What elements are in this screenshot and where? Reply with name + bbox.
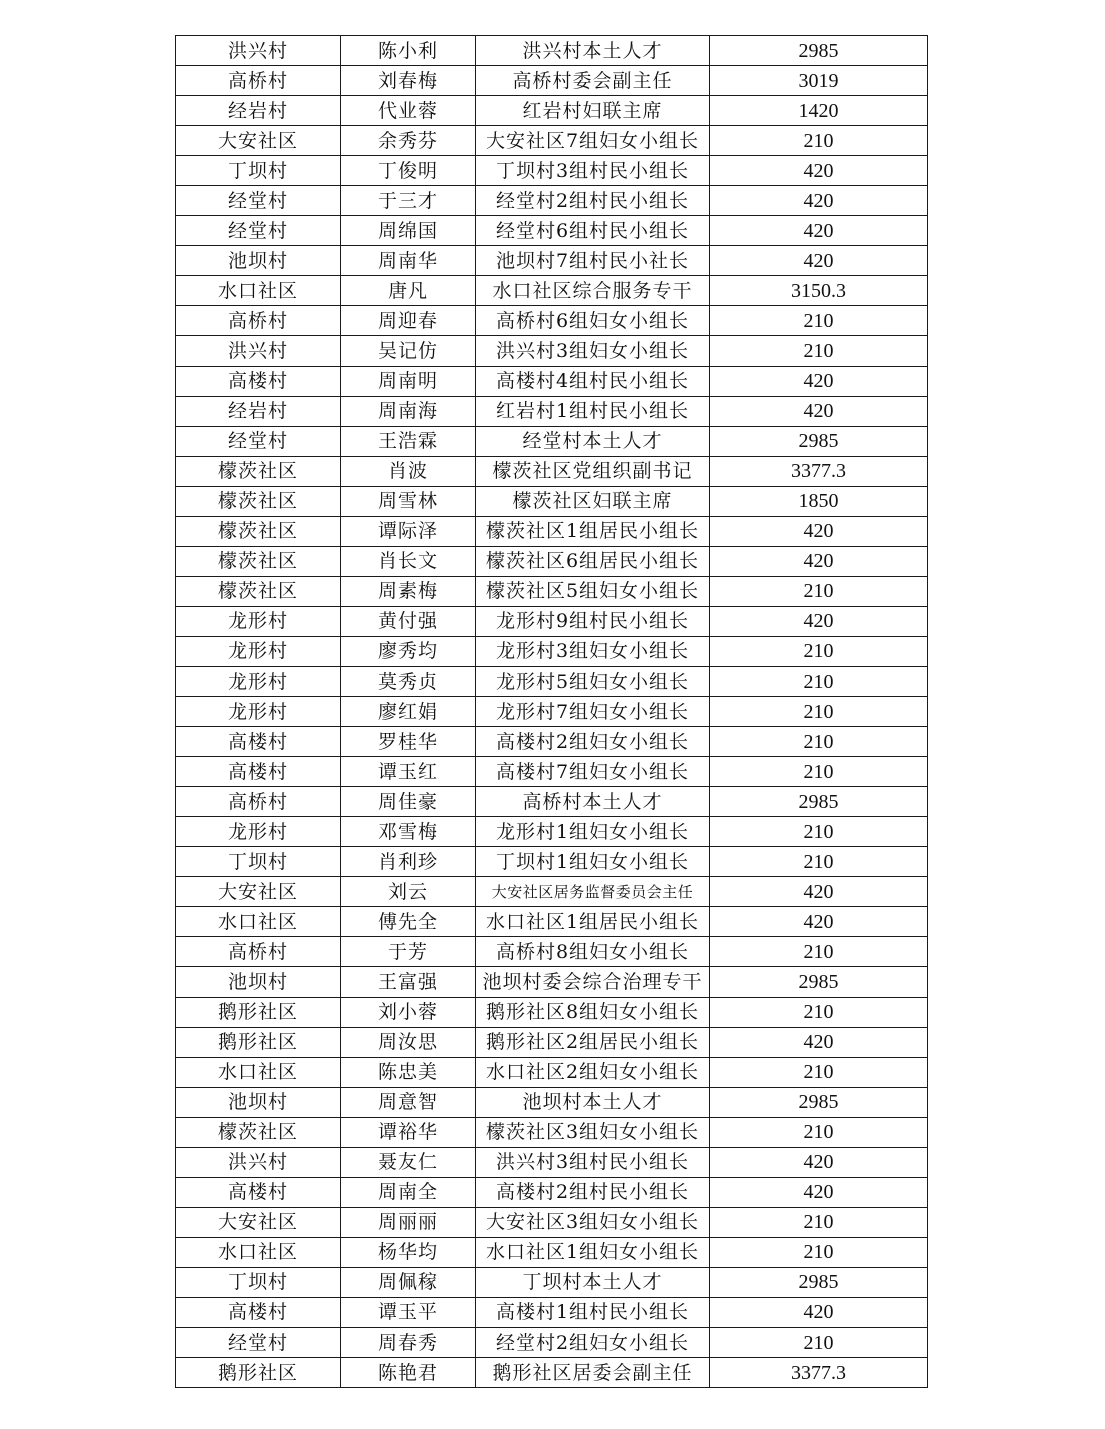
person-name-cell: 王富强 [341,967,476,997]
amount-cell: 210 [710,1328,928,1358]
role-cell: 高桥村委会副主任 [476,66,710,96]
table-row [176,967,928,997]
unit-cell: 檬茨社区 [176,1117,341,1147]
role-cell: 高桥村8组妇女小组长 [476,937,710,967]
unit-cell: 洪兴村 [176,36,341,66]
amount-cell: 420 [710,1147,928,1177]
person-name-cell: 邓雪梅 [341,817,476,847]
table-row [176,1267,928,1297]
role-cell: 经堂村本土人才 [476,426,710,456]
amount-cell: 2985 [710,787,928,817]
person-name-cell: 余秀芬 [341,126,476,156]
person-name-cell: 谭际泽 [341,516,476,546]
role-cell: 洪兴村3组妇女小组长 [476,336,710,366]
amount-cell: 2985 [710,1087,928,1117]
amount-cell: 420 [710,396,928,426]
role-cell: 檬茨社区妇联主席 [476,486,710,516]
unit-cell: 高桥村 [176,787,341,817]
amount-cell: 210 [710,1237,928,1267]
role-cell: 经堂村2组村民小组长 [476,186,710,216]
person-name-cell: 谭裕华 [341,1117,476,1147]
amount-cell: 420 [710,877,928,907]
role-cell: 檬茨社区5组妇女小组长 [476,576,710,606]
unit-cell: 水口社区 [176,276,341,306]
table-row [176,1297,928,1327]
role-cell: 檬茨社区党组织副书记 [476,456,710,486]
role-cell: 水口社区综合服务专干 [476,276,710,306]
person-name-cell: 周丽丽 [341,1207,476,1237]
amount-cell: 420 [710,186,928,216]
amount-cell: 2985 [710,426,928,456]
person-name-cell: 唐凡 [341,276,476,306]
table-row [176,606,928,636]
person-name-cell: 刘小蓉 [341,997,476,1027]
role-cell: 水口社区1组居民小组长 [476,907,710,937]
person-name-cell: 陈艳君 [341,1358,476,1388]
roster-table-body [176,36,928,1388]
role-cell: 丁坝村3组村民小组长 [476,156,710,186]
unit-cell: 池坝村 [176,246,341,276]
person-name-cell: 肖长文 [341,546,476,576]
unit-cell: 水口社区 [176,907,341,937]
unit-cell: 大安社区 [176,1207,341,1237]
person-name-cell: 肖利珍 [341,847,476,877]
role-cell: 檬茨社区1组居民小组长 [476,516,710,546]
person-name-cell: 谭玉红 [341,757,476,787]
table-row [176,757,928,787]
role-cell: 池坝村委会综合治理专干 [476,967,710,997]
table-row [176,366,928,396]
role-cell: 经堂村2组妇女小组长 [476,1328,710,1358]
table-row [176,1328,928,1358]
table-row [176,1177,928,1207]
role-cell: 红岩村1组村民小组长 [476,396,710,426]
table-row [176,396,928,426]
unit-cell: 丁坝村 [176,1267,341,1297]
table-row [176,1117,928,1147]
table-row [176,937,928,967]
unit-cell: 丁坝村 [176,847,341,877]
table-row [176,186,928,216]
amount-cell: 3019 [710,66,928,96]
person-name-cell: 廖红娟 [341,697,476,727]
role-cell: 丁坝村本土人才 [476,1267,710,1297]
table-row [176,1057,928,1087]
amount-cell: 420 [710,216,928,246]
role-cell: 龙形村1组妇女小组长 [476,817,710,847]
table-row [176,847,928,877]
role-cell: 鹅形社区8组妇女小组长 [476,997,710,1027]
amount-cell: 210 [710,757,928,787]
person-name-cell: 谭玉平 [341,1297,476,1327]
amount-cell: 210 [710,1117,928,1147]
person-name-cell: 周南海 [341,396,476,426]
unit-cell: 池坝村 [176,967,341,997]
person-name-cell: 吴记仿 [341,336,476,366]
person-name-cell: 陈小利 [341,36,476,66]
amount-cell: 420 [710,246,928,276]
unit-cell: 经堂村 [176,216,341,246]
amount-cell: 2985 [710,36,928,66]
amount-cell: 1850 [710,486,928,516]
table-row [176,306,928,336]
role-cell: 龙形村5组妇女小组长 [476,666,710,696]
amount-cell: 420 [710,546,928,576]
unit-cell: 大安社区 [176,877,341,907]
person-name-cell: 周南明 [341,366,476,396]
unit-cell: 经岩村 [176,96,341,126]
unit-cell: 水口社区 [176,1057,341,1087]
role-cell: 洪兴村本土人才 [476,36,710,66]
unit-cell: 鹅形社区 [176,1358,341,1388]
amount-cell: 210 [710,997,928,1027]
table-row [176,546,928,576]
table-row [176,1237,928,1267]
role-cell: 高桥村6组妇女小组长 [476,306,710,336]
amount-cell: 210 [710,937,928,967]
amount-cell: 210 [710,666,928,696]
role-cell: 高楼村7组妇女小组长 [476,757,710,787]
amount-cell: 420 [710,907,928,937]
person-name-cell: 莫秀贞 [341,666,476,696]
table-row [176,907,928,937]
role-cell: 龙形村3组妇女小组长 [476,636,710,666]
role-cell: 池坝村本土人才 [476,1087,710,1117]
unit-cell: 檬茨社区 [176,516,341,546]
person-name-cell: 于芳 [341,937,476,967]
person-name-cell: 周佩稼 [341,1267,476,1297]
table-row [176,456,928,486]
unit-cell: 高楼村 [176,727,341,757]
table-row [176,1147,928,1177]
role-cell: 龙形村9组村民小组长 [476,606,710,636]
table-row [176,96,928,126]
amount-cell: 3150.3 [710,276,928,306]
unit-cell: 高楼村 [176,1297,341,1327]
table-row [176,787,928,817]
person-name-cell: 代业蓉 [341,96,476,126]
table-row [176,697,928,727]
role-cell: 檬茨社区3组妇女小组长 [476,1117,710,1147]
unit-cell: 高桥村 [176,66,341,96]
role-cell: 红岩村妇联主席 [476,96,710,126]
amount-cell: 210 [710,576,928,606]
table-row [176,156,928,186]
amount-cell: 210 [710,1057,928,1087]
role-cell: 水口社区1组妇女小组长 [476,1237,710,1267]
role-cell: 高楼村4组村民小组长 [476,366,710,396]
table-row [176,576,928,606]
amount-cell: 210 [710,126,928,156]
person-name-cell: 于三才 [341,186,476,216]
unit-cell: 洪兴村 [176,1147,341,1177]
unit-cell: 龙形村 [176,666,341,696]
amount-cell: 1420 [710,96,928,126]
person-name-cell: 周佳豪 [341,787,476,817]
roster-table [175,35,928,1388]
unit-cell: 檬茨社区 [176,486,341,516]
amount-cell: 420 [710,366,928,396]
table-row [176,1087,928,1117]
unit-cell: 檬茨社区 [176,456,341,486]
amount-cell: 210 [710,817,928,847]
table-row [176,1207,928,1237]
unit-cell: 龙形村 [176,636,341,666]
role-cell: 檬茨社区6组居民小组长 [476,546,710,576]
table-row [176,216,928,246]
person-name-cell: 周意智 [341,1087,476,1117]
amount-cell: 3377.3 [710,1358,928,1388]
role-cell: 经堂村6组村民小组长 [476,216,710,246]
unit-cell: 高楼村 [176,757,341,787]
person-name-cell: 周南全 [341,1177,476,1207]
unit-cell: 经堂村 [176,186,341,216]
person-name-cell: 周汝思 [341,1027,476,1057]
table-row [176,997,928,1027]
person-name-cell: 罗桂华 [341,727,476,757]
person-name-cell: 王浩霖 [341,426,476,456]
unit-cell: 鹅形社区 [176,1027,341,1057]
table-row [176,817,928,847]
person-name-cell: 刘云 [341,877,476,907]
person-name-cell: 杨华均 [341,1237,476,1267]
table-row [176,126,928,156]
role-cell: 池坝村7组村民小社长 [476,246,710,276]
table-row [176,246,928,276]
role-cell: 大安社区7组妇女小组长 [476,126,710,156]
role-cell: 高桥村本土人才 [476,787,710,817]
role-cell: 龙形村7组妇女小组长 [476,697,710,727]
role-cell: 丁坝村1组妇女小组长 [476,847,710,877]
table-row [176,1027,928,1057]
role-cell: 大安社区居务监督委员会主任 [476,877,710,907]
amount-cell: 2985 [710,967,928,997]
role-cell: 高楼村1组村民小组长 [476,1297,710,1327]
unit-cell: 檬茨社区 [176,576,341,606]
table-row [176,486,928,516]
amount-cell: 210 [710,636,928,666]
person-name-cell: 周雪林 [341,486,476,516]
person-name-cell: 周绵国 [341,216,476,246]
unit-cell: 鹅形社区 [176,997,341,1027]
unit-cell: 洪兴村 [176,336,341,366]
table-row [176,636,928,666]
unit-cell: 檬茨社区 [176,546,341,576]
table-row [176,276,928,306]
unit-cell: 高楼村 [176,366,341,396]
table-row [176,666,928,696]
table-row [176,877,928,907]
table-row [176,336,928,366]
unit-cell: 高楼村 [176,1177,341,1207]
amount-cell: 420 [710,1297,928,1327]
role-cell: 水口社区2组妇女小组长 [476,1057,710,1087]
person-name-cell: 陈忠美 [341,1057,476,1087]
table-row [176,1358,928,1388]
person-name-cell: 周春秀 [341,1328,476,1358]
person-name-cell: 聂友仁 [341,1147,476,1177]
person-name-cell: 傅先全 [341,907,476,937]
unit-cell: 龙形村 [176,817,341,847]
person-name-cell: 周迎春 [341,306,476,336]
table-row [176,727,928,757]
role-cell: 鹅形社区居委会副主任 [476,1358,710,1388]
table-row [176,66,928,96]
amount-cell: 210 [710,697,928,727]
amount-cell: 210 [710,847,928,877]
role-cell: 洪兴村3组村民小组长 [476,1147,710,1177]
unit-cell: 高桥村 [176,306,341,336]
amount-cell: 420 [710,156,928,186]
unit-cell: 经岩村 [176,396,341,426]
table-row [176,516,928,546]
unit-cell: 高桥村 [176,937,341,967]
unit-cell: 龙形村 [176,697,341,727]
unit-cell: 池坝村 [176,1087,341,1117]
amount-cell: 210 [710,1207,928,1237]
role-cell: 鹅形社区2组居民小组长 [476,1027,710,1057]
person-name-cell: 廖秀均 [341,636,476,666]
amount-cell: 420 [710,516,928,546]
unit-cell: 龙形村 [176,606,341,636]
person-name-cell: 周南华 [341,246,476,276]
unit-cell: 经堂村 [176,1328,341,1358]
amount-cell: 420 [710,1177,928,1207]
role-cell: 高楼村2组村民小组长 [476,1177,710,1207]
person-name-cell: 黄付强 [341,606,476,636]
person-name-cell: 刘春梅 [341,66,476,96]
role-cell: 大安社区3组妇女小组长 [476,1207,710,1237]
amount-cell: 210 [710,336,928,366]
amount-cell: 420 [710,606,928,636]
amount-cell: 2985 [710,1267,928,1297]
unit-cell: 水口社区 [176,1237,341,1267]
amount-cell: 420 [710,1027,928,1057]
table-row [176,426,928,456]
unit-cell: 经堂村 [176,426,341,456]
amount-cell: 210 [710,306,928,336]
unit-cell: 大安社区 [176,126,341,156]
person-name-cell: 周素梅 [341,576,476,606]
person-name-cell: 肖波 [341,456,476,486]
amount-cell: 210 [710,727,928,757]
person-name-cell: 丁俊明 [341,156,476,186]
unit-cell: 丁坝村 [176,156,341,186]
table-row [176,36,928,66]
role-cell: 高楼村2组妇女小组长 [476,727,710,757]
amount-cell: 3377.3 [710,456,928,486]
